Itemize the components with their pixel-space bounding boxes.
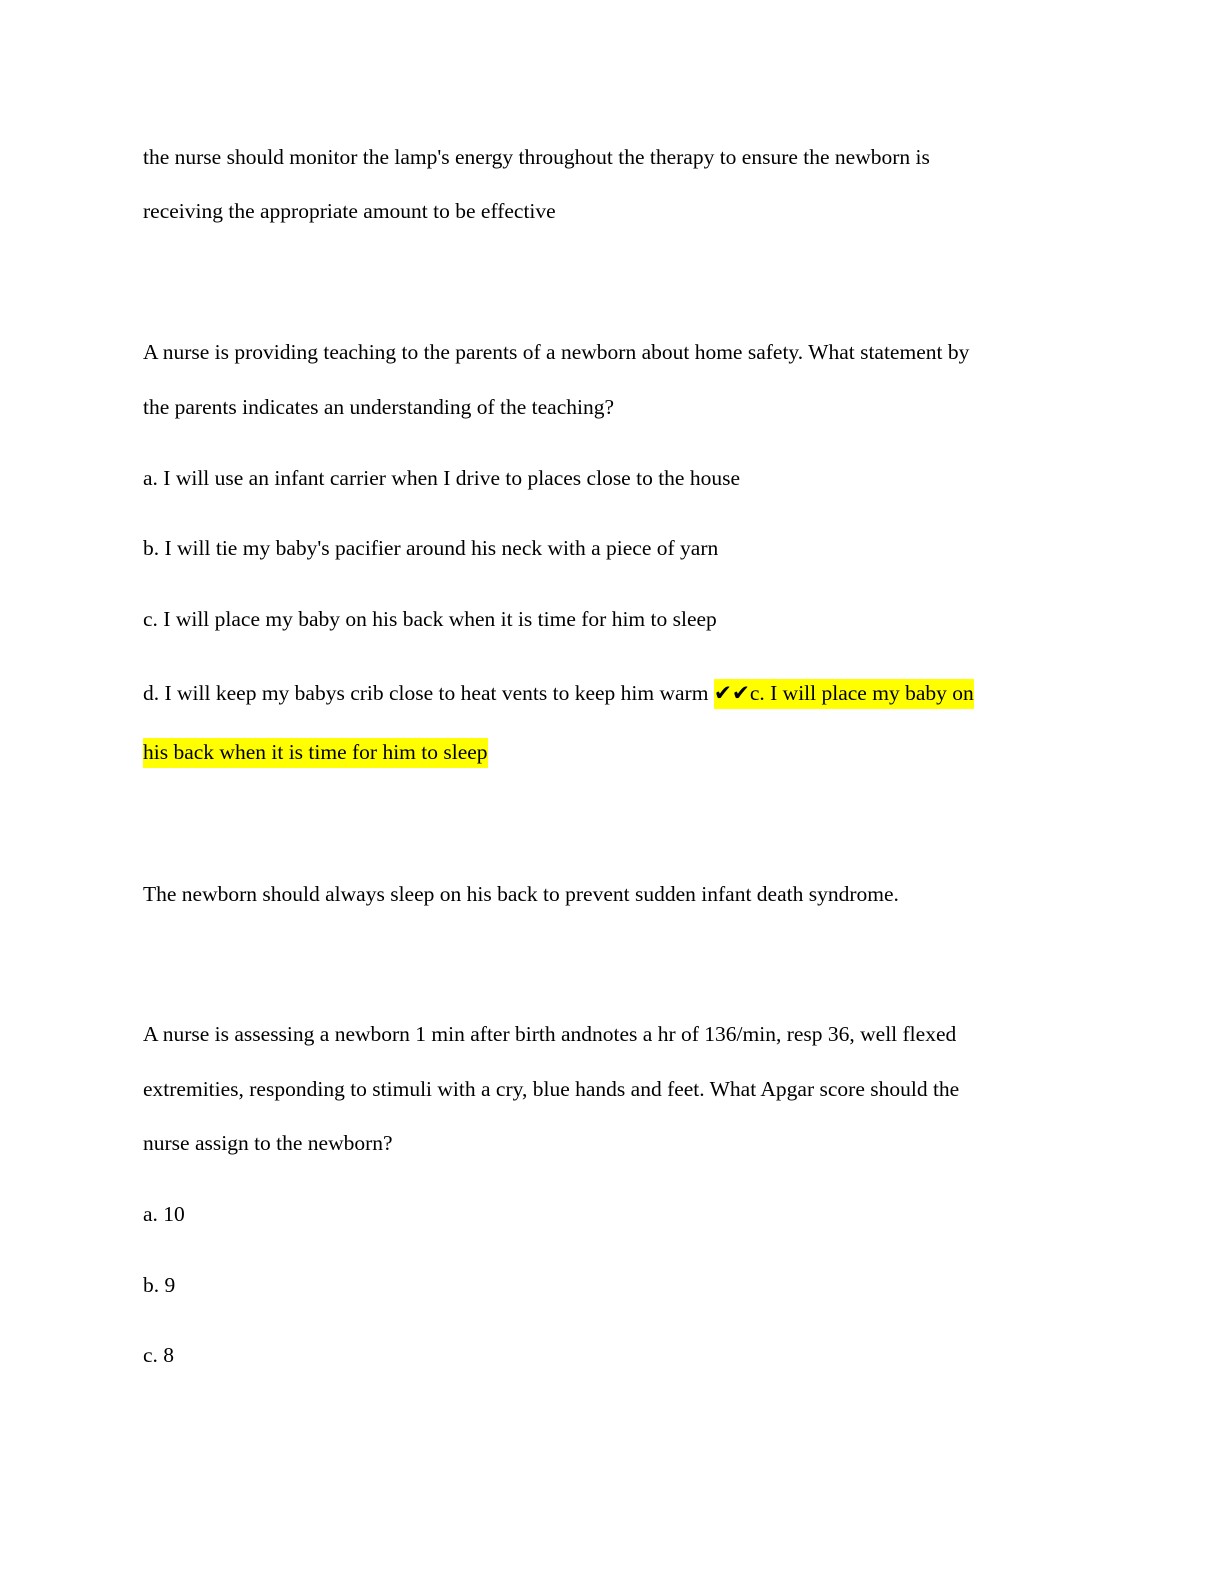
answer-option-c: c. I will place my baby on his back when it is time for him to sleep <box>143 607 717 631</box>
correct-answer-highlight: his back when it is time for him to sleep <box>143 738 488 768</box>
rationale-text-line: receiving the appropriate amount to be effective <box>143 199 556 223</box>
answer-option-a: a. I will use an infant carrier when I drive to places close to the house <box>143 466 741 490</box>
rationale-text: The newborn should always sleep on his back to prevent sudden infant death syndrome. <box>143 882 899 906</box>
answer-option-d-row <box>143 679 974 707</box>
answer-option-a: a. 10 <box>143 1202 185 1226</box>
answer-option-b: b. I will tie my baby's pacifier around his neck with a piece of yarn <box>143 536 719 560</box>
correct-answer-highlight: ✔✔c. I will place my baby on <box>714 679 974 709</box>
question-stem-line: A nurse is providing teaching to the parents of a newborn about home safety. What statement by <box>143 340 970 364</box>
correct-answer-highlight-line <box>143 738 488 766</box>
question-stem-line: extremities, responding to stimuli with a cry, blue hands and feet. What Apgar score should the <box>143 1077 960 1101</box>
answer-option-c: c. 8 <box>143 1343 175 1367</box>
question-stem-line: A nurse is assessing a newborn 1 min after birth andnotes a hr of 136/min, resp 36, well flexed <box>143 1022 957 1046</box>
question-stem-line: nurse assign to the newborn? <box>143 1131 393 1155</box>
answer-option-b: b. 9 <box>143 1273 176 1297</box>
rationale-text-line: the nurse should monitor the lamp's energy throughout the therapy to ensure the newborn is <box>143 145 930 169</box>
question-stem-line: the parents indicates an understanding of the teaching? <box>143 395 615 419</box>
answer-option-d: d. I will keep my babys crib close to heat vents to keep him warm <box>143 681 709 705</box>
